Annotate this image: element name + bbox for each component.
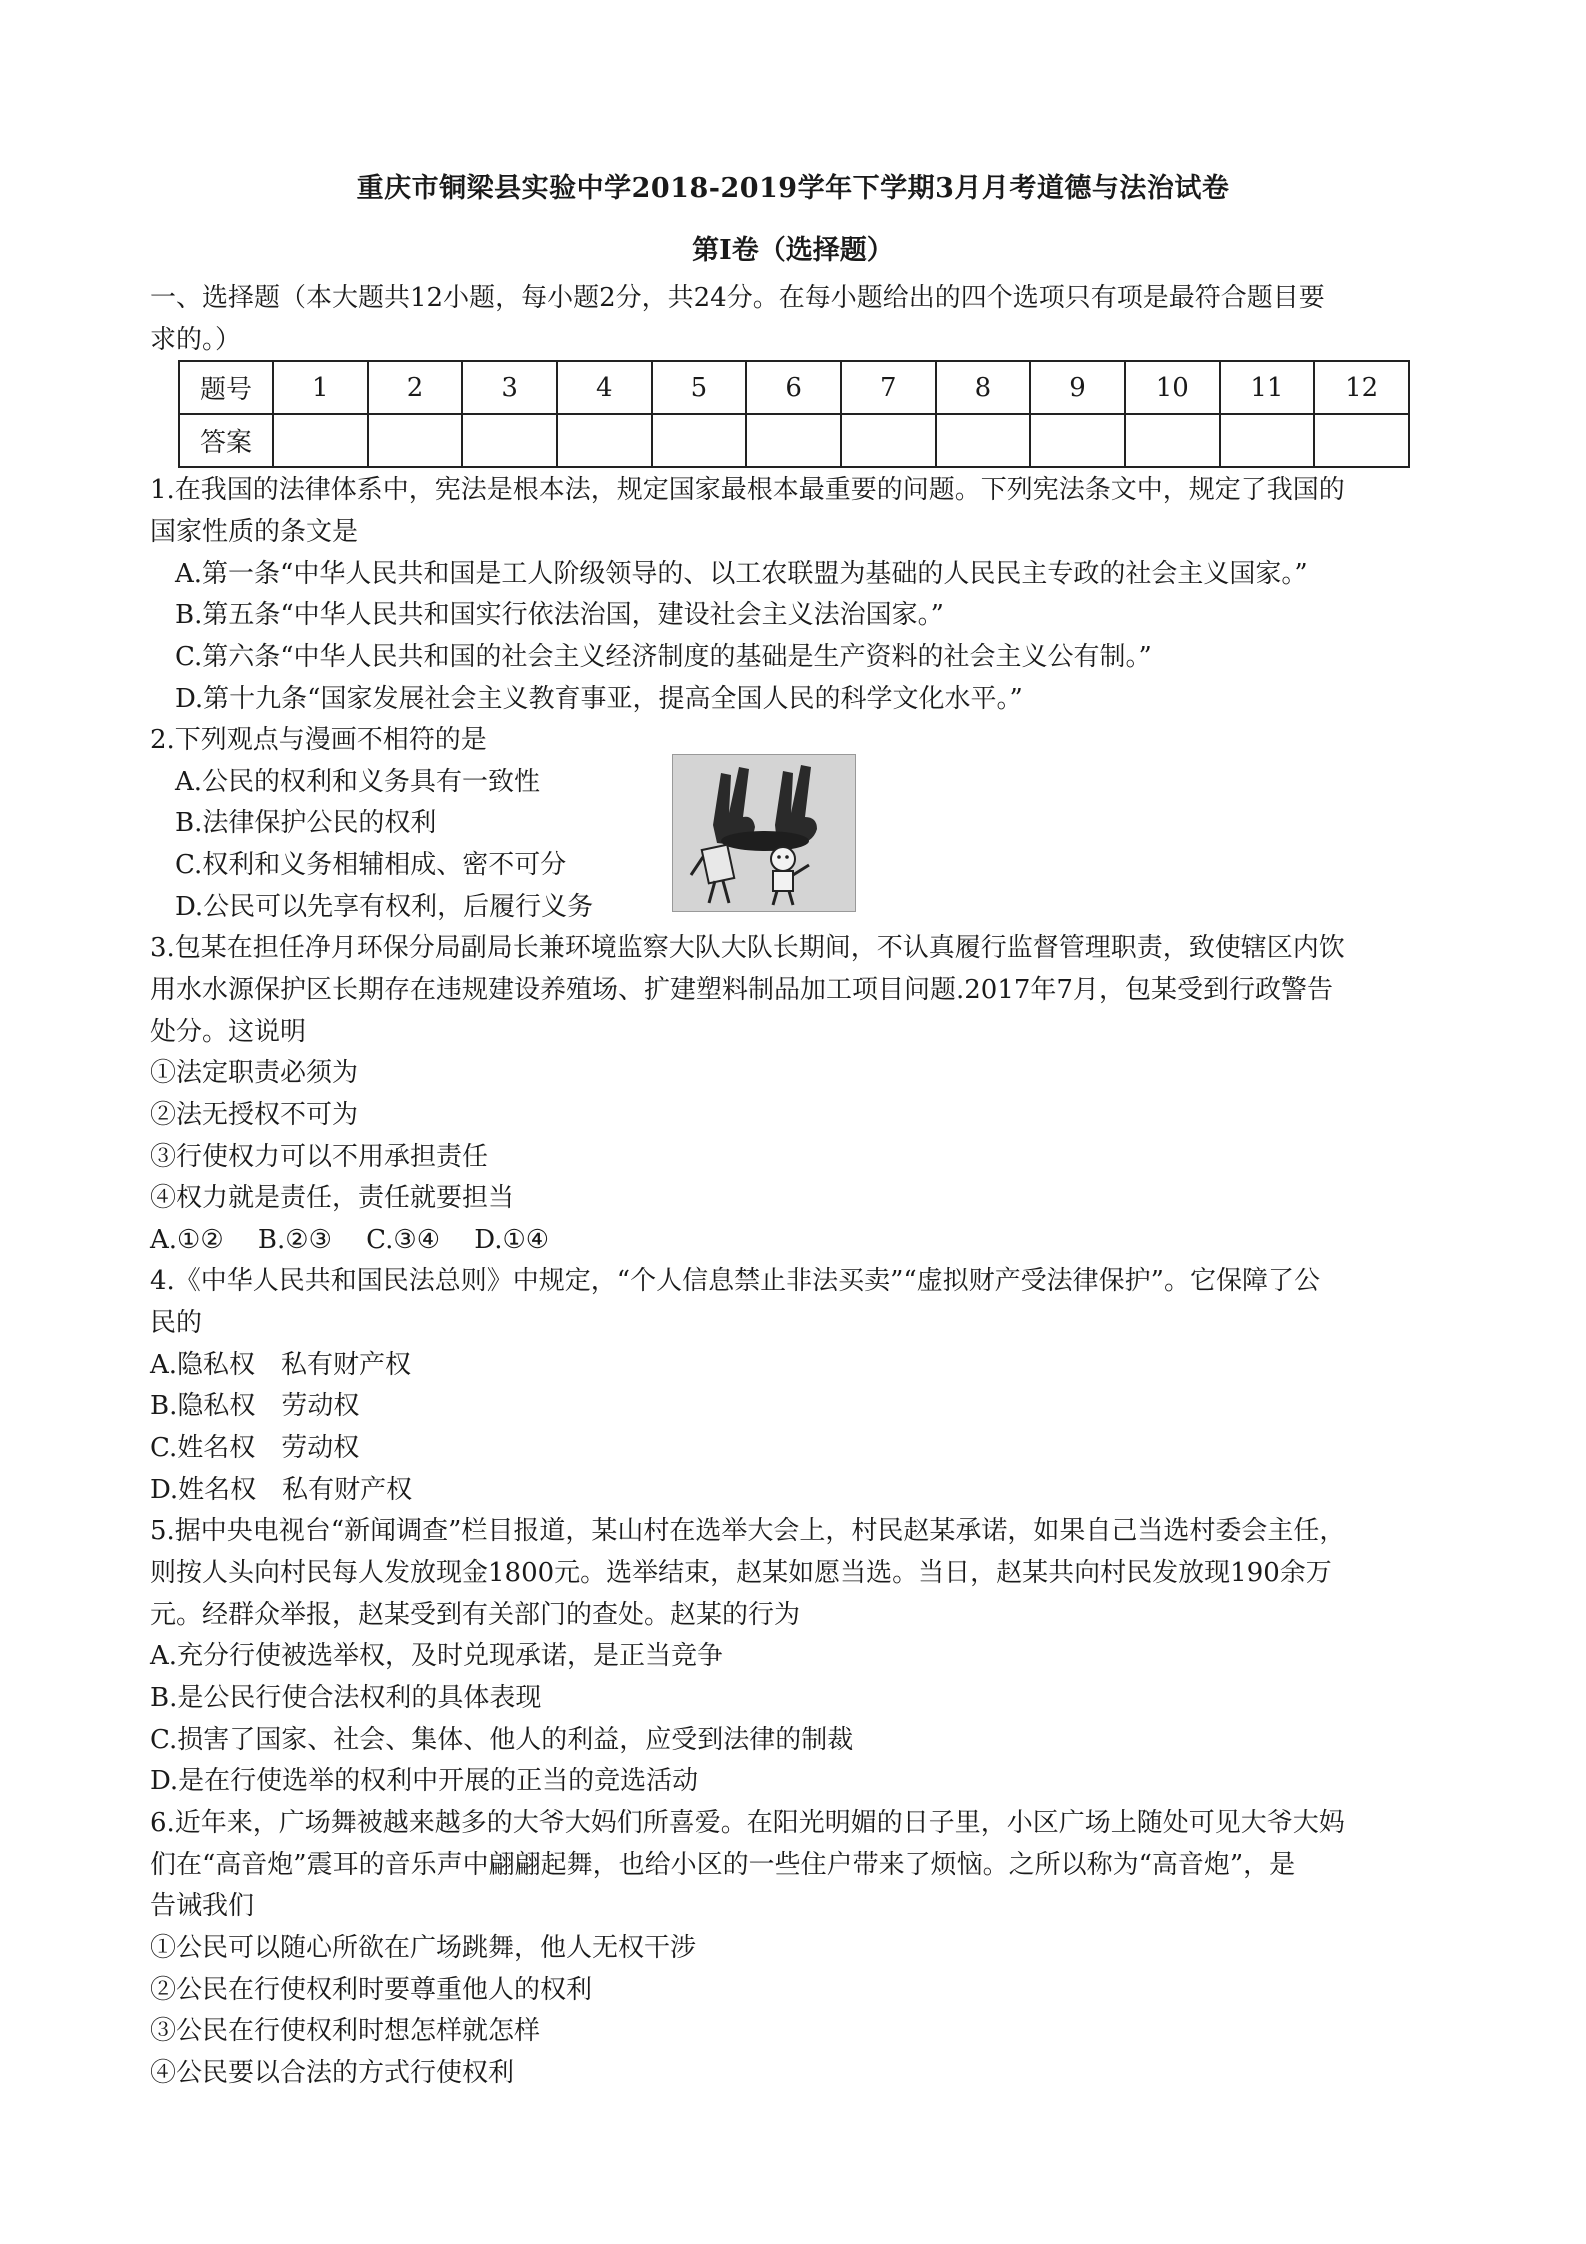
cartoon-image (672, 754, 856, 912)
q5-option-a: A.充分行使被选举权，及时兑现承诺，是正当竞争 (150, 1641, 724, 1671)
q6-statement-1: ①公民可以随心所欲在广场跳舞，他人无权干涉 (150, 1933, 697, 1963)
answer-cell[interactable] (1220, 414, 1315, 467)
q4-option-c: C.姓名权 劳动权 (150, 1433, 360, 1463)
q2-option-c: C.权利和义务相辅相成、密不可分 (175, 850, 567, 880)
question-number-cell: 2 (368, 361, 463, 414)
q1-option-d: D.第十九条“国家发展社会主义教育事亚，提高全国人民的科学文化水平。” (175, 684, 1023, 714)
q2-option-d: D.公民可以先享有权利，后履行义务 (175, 892, 594, 922)
answer-cell[interactable] (746, 414, 841, 467)
q4-stem-line1: 4.《中华人民共和国民法总则》中规定，“个人信息禁止非法买卖”“虚拟财产受法律保护”。它保障了公 (150, 1266, 1320, 1296)
answer-cell[interactable] (273, 414, 368, 467)
question-number-cell: 11 (1220, 361, 1315, 414)
q5-stem-line1: 5.据中央电视台“新闻调查”栏目报道，某山村在选举大会上，村民赵某承诺，如果自己当选村委会主任， (150, 1516, 1346, 1546)
q3-statement-2: ②法无授权不可为 (150, 1100, 359, 1130)
question-number-cell: 1 (273, 361, 368, 414)
q3-statement-3: ③行使权力可以不用承担责任 (150, 1142, 489, 1172)
answer-cell[interactable] (652, 414, 747, 467)
question-number-cell: 8 (936, 361, 1031, 414)
q6-statement-3: ③公民在行使权利时想怎样就怎样 (150, 2016, 541, 2046)
q3-statement-4: ④权力就是责任，责任就要担当 (150, 1183, 515, 1213)
q6-stem-line1: 6.近年来，广场舞被越来越多的大爷大妈们所喜爱。在阳光明媚的日子里，小区广场上随处可见大爷大妈 (150, 1808, 1345, 1838)
q1-option-c: C.第六条“中华人民共和国的社会主义经济制度的基础是生产资料的社会主义公有制。” (175, 642, 1152, 672)
question-number-cell: 9 (1030, 361, 1125, 414)
q5-option-c: C.损害了国家、社会、集体、他人的利益，应受到法律的制裁 (150, 1725, 854, 1755)
section-intro-line1: 一、选择题（本大题共12小题，每小题2分，共24分。在每小题给出的四个选项只有项是最符合题目要 (150, 283, 1325, 313)
q3-stem-line1: 3.包某在担任净月环保分局副局长兼环境监察大队大队长期间，不认真履行监督管理职责，致使辖区内饮 (150, 933, 1345, 963)
question-number-cell: 4 (557, 361, 652, 414)
q2-stem: 2.下列观点与漫画不相符的是 (150, 725, 487, 755)
answer-table-answer-row (179, 414, 1409, 467)
question-number-cell: 7 (841, 361, 936, 414)
question-number-cell: 10 (1125, 361, 1220, 414)
answer-table-number-row (179, 361, 1409, 414)
answer-cell[interactable] (557, 414, 652, 467)
q1-option-b: B.第五条“中华人民共和国实行依法治国，建设社会主义法治国家。” (175, 600, 944, 630)
answer-cell[interactable] (1125, 414, 1220, 467)
exam-title: 重庆市铜梁县实验中学2018-2019学年下学期3月月考道德与法治试卷 (356, 173, 1230, 204)
section-title: 第Ⅰ卷（选择题） (692, 235, 894, 266)
q3-options: A.①② B.②③ C.③④ D.①④ (150, 1225, 550, 1255)
q3-stem-line2: 用水水源保护区长期存在违规建设养殖场、扩建塑料制品加工项目问题.2017年7月，包某受到行政警告 (150, 975, 1333, 1005)
table-header-answer: 答案 (179, 414, 273, 467)
answer-cell[interactable] (936, 414, 1031, 467)
q6-statement-4: ④公民要以合法的方式行使权利 (150, 2058, 515, 2088)
q6-stem-line2: 们在“高音炮”震耳的音乐声中翩翩起舞，也给小区的一些住户带来了烦恼。之所以称为“高音炮”，是 (150, 1850, 1296, 1880)
q5-option-b: B.是公民行使合法权利的具体表现 (150, 1683, 542, 1713)
q1-stem-line1: 1.在我国的法律体系中，宪法是根本法，规定国家最根本最重要的问题。下列宪法条文中，规定了我国的 (150, 475, 1345, 505)
q2-option-a: A.公民的权利和义务具有一致性 (175, 767, 541, 797)
q1-stem-line2: 国家性质的条文是 (150, 517, 359, 547)
question-number-cell: 3 (462, 361, 557, 414)
question-number-cell: 6 (746, 361, 841, 414)
q4-option-d: D.姓名权 私有财产权 (150, 1475, 413, 1505)
answer-cell[interactable] (1030, 414, 1125, 467)
answer-cell[interactable] (462, 414, 557, 467)
q4-stem-line2: 民的 (150, 1308, 203, 1338)
q6-statement-2: ②公民在行使权利时要尊重他人的权利 (150, 1975, 593, 2005)
answer-cell[interactable] (841, 414, 936, 467)
q4-option-b: B.隐私权 劳动权 (150, 1391, 360, 1421)
section-intro-line2: 求的。） (150, 325, 242, 355)
table-header-number: 题号 (179, 361, 273, 414)
q3-statement-1: ①法定职责必须为 (150, 1058, 359, 1088)
q2-option-b: B.法律保护公民的权利 (175, 808, 437, 838)
q6-stem-line3: 告诫我们 (150, 1891, 255, 1921)
question-number-cell: 12 (1314, 361, 1409, 414)
question-number-cell: 5 (652, 361, 747, 414)
q5-stem-line3: 元。经群众举报，赵某受到有关部门的查处。赵某的行为 (150, 1600, 801, 1630)
cartoon-illustration (673, 755, 855, 911)
q5-stem-line2: 则按人头向村民每人发放现金1800元。选举结束，赵某如愿当选。当日，赵某共向村民发放现190余万 (150, 1558, 1332, 1588)
answer-cell[interactable] (1314, 414, 1409, 467)
q4-option-a: A.隐私权 私有财产权 (150, 1350, 412, 1380)
answer-cell[interactable] (368, 414, 463, 467)
answer-table (178, 360, 1410, 468)
q1-option-a: A.第一条“中华人民共和国是工人阶级领导的、以工农联盟为基础的人民民主专政的社会主义国家。” (175, 559, 1308, 589)
q5-option-d: D.是在行使选举的权利中开展的正当的竞选活动 (150, 1766, 699, 1796)
q3-stem-line3: 处分。这说明 (150, 1017, 307, 1047)
